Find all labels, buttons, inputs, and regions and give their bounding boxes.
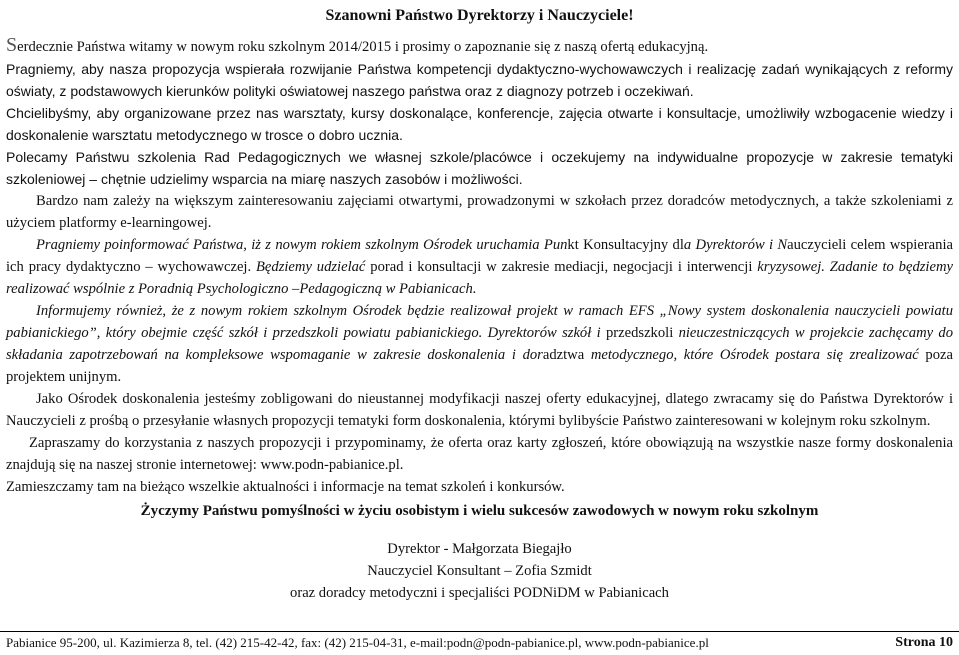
text-italic: a Dyrektorów i N [683,237,788,253]
drop-initial: S [6,34,18,56]
letter-page [6,0,953,604]
signature-consultant: Nauczyciel Konsultant – Zofia Szmidt [367,563,592,579]
signature-advisors: oraz doradcy metodyczni i specjaliści PODNiDM w Pabianicach [290,585,669,601]
footer-address: Pabianice 95-200, ul. Kazimierza 8, tel. (42) 215-42-42, fax: (42) 215-04-31, e-mail:podn@podn-pabianice.pl, www.podn-pabianice.pl [6,635,709,650]
page-number: Strona 10 [895,635,953,650]
paragraph-invitation: Zapraszamy do korzystania z naszych propozycji i przypominamy, że oferta oraz karty zgłoszeń, które obowiązują na wszystkie nasze formy doskonalenia znajdują się na naszej stronie internetowej: www.podn-pabianice.pl. [6,435,953,473]
letter-title: Szanowni Państwo Dyrektorzy i Nauczyciele! [325,7,634,24]
text-italic: Informujemy również, że z nowym rokiem szkolnym Ośrodek będzie realizował projekt w ramach EFS „Nowy system doskonalenia nauczycieli powiatu pabianickiego”, który obejmie część szkół i przedszkoli powiatu pabianickiego. Dyrektorów szkół i [6,303,953,341]
paragraph-open-classes: Bardzo nam zależy na większym zainteresowaniu zajęciami otwartymi, prowadzonymi w szkołach przez doradców metodycznych, a także szkoleniami z użyciem platformy e-learningowej. [6,193,953,231]
paragraph-news: Zamieszczamy tam na bieżąco wszelkie aktualności i informacje na temat szkoleń i konkursów. [6,479,565,495]
text-italic: kryzysowej. Zadanie to będziemy realizować wspólnie z Poradnią Psychologiczno –Pedagogiczną w Pabianicach. [6,259,953,297]
text-plain: porad i konsultacji w zakresie mediacji, negocjacji i interwencji [370,259,758,275]
text-plain: poza projektem unijnym. [6,347,953,385]
text-italic: Będziemy udzielać [256,259,371,275]
wishes-line: Życzymy Państwu pomyślności w życiu osobistym i wielu sukcesów zawodowych w nowym roku szkolnym [140,503,819,519]
paragraph-trainings: Polecamy Państwu szkolenia Rad Pedagogicznych we własnej szkole/placówce i oczekujemy na indywidualne propozycje w zakresie tematyki szkoleniowej – chętnie udzielimy wsparcia na miarę naszych zasobów i możliwości. [6,149,953,187]
greeting-paragraph [6,34,953,58]
text-plain: auczycieli celem wspierania ich pracy dydaktyczno – wychowawczej. [6,237,953,275]
greeting-text: erdecznie Państwa witamy w nowym roku szkolnym 2014/2015 i prosimy o zapoznanie się z naszą ofertą edukacyjną. [17,39,709,55]
text-italic: Pragniemy poinformować Państwa, iż z nowym rokiem szkolnym Ośrodek uruchamia Pun [36,237,568,253]
paragraph-reform: Pragniemy, aby nasza propozycja wspierała rozwijanie Państwa kompetencji dydaktyczno-wychowawczych i realizację zadań wynikających z reformy oświaty, z podstawowych kierunków polityki oświatowej naszego państwa oraz z diagnozy potrzeb i oczekiwań. [6,61,953,99]
paragraph-workshops: Chcielibyśmy, aby organizowane przez nas warsztaty, kursy doskonalące, konferencje, zajęcia otwarte i konsultacje, umożliwiły wzbogacenie wiedzy i doskonalenie warsztatu metodycznego w trosce o dobro ucznia. [6,105,953,143]
page-footer [0,631,959,654]
paragraph-offer-modification: Jako Ośrodek doskonalenia jesteśmy zobligowani do nieustannej modyfikacji naszej oferty edukacyjnej, dlatego zwracamy się do Państwa Dyrektorów i Nauczycieli z prośbą o przesyłanie własnych propozycji tematyki form doskonalenia, którymi bylibyście Państwo zainteresowani w kolejnym roku szkolnym. [6,391,953,429]
paragraph-efs-project [6,300,953,388]
paragraph-consultation-point [6,234,953,300]
text-plain: przedszkoli [605,325,679,341]
text-italic: nieuczestniczących w projekcie zachęcamy do składania zapotrzebowań na kompleksowe wspomaganie w zakresie doskonalenia i dor [6,325,953,363]
text-plain: kt Konsultacyjny dl [567,237,684,253]
text-plain: adztwa [542,347,591,363]
text-italic: metodycznego, które Ośrodek postara się zrealizować [590,347,926,363]
signature-director: Dyrektor - Małgorzata Biegajło [387,541,572,557]
